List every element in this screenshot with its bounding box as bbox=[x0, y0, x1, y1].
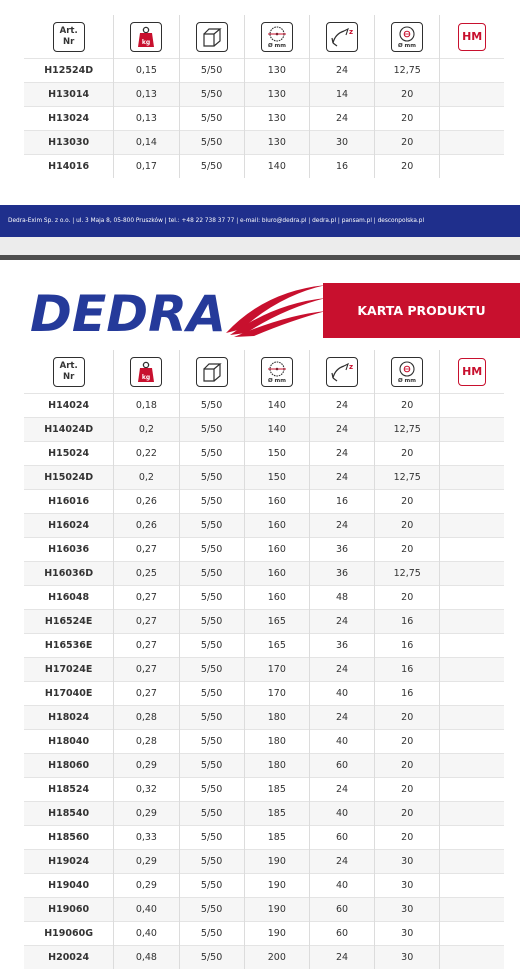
cell-diameter: 160 bbox=[244, 514, 309, 538]
cell-hm bbox=[440, 634, 504, 658]
cell-packaging: 5/50 bbox=[179, 946, 244, 969]
table-row bbox=[24, 802, 504, 826]
cell-packaging: 5/50 bbox=[179, 802, 244, 826]
cell-packaging: 5/50 bbox=[179, 826, 244, 850]
cell-weight: 0,13 bbox=[114, 107, 179, 131]
cell-packaging: 5/50 bbox=[179, 466, 244, 490]
karta-produktu-banner bbox=[323, 283, 520, 338]
cell-bore: 30 bbox=[375, 922, 440, 946]
cell-bore: 20 bbox=[375, 107, 440, 131]
table-row bbox=[24, 826, 504, 850]
cell-art-nr: H18024 bbox=[24, 706, 114, 730]
cell-teeth: 60 bbox=[309, 898, 374, 922]
cell-teeth: 36 bbox=[309, 634, 374, 658]
footer-contact-band bbox=[0, 205, 520, 237]
cell-weight: 0,48 bbox=[114, 946, 179, 969]
cell-teeth: 40 bbox=[309, 730, 374, 754]
cell-weight: 0,33 bbox=[114, 826, 179, 850]
cell-teeth: 24 bbox=[309, 850, 374, 874]
cell-weight: 0,15 bbox=[114, 59, 179, 83]
table-row bbox=[24, 634, 504, 658]
cell-hm bbox=[440, 706, 504, 730]
hm-badge: HM bbox=[458, 358, 486, 386]
cell-weight: 0,27 bbox=[114, 538, 179, 562]
cell-packaging: 5/50 bbox=[179, 83, 244, 107]
cell-bore: 20 bbox=[375, 730, 440, 754]
cell-art-nr: H16016 bbox=[24, 490, 114, 514]
cell-bore: 20 bbox=[375, 826, 440, 850]
table-row bbox=[24, 922, 504, 946]
cell-diameter: 150 bbox=[244, 442, 309, 466]
table-row bbox=[24, 466, 504, 490]
cell-bore: 30 bbox=[375, 898, 440, 922]
cell-hm bbox=[440, 730, 504, 754]
teeth-count-icon bbox=[326, 22, 358, 52]
table-row bbox=[24, 898, 504, 922]
cell-weight: 0,29 bbox=[114, 850, 179, 874]
cell-hm bbox=[440, 826, 504, 850]
cell-packaging: 5/50 bbox=[179, 442, 244, 466]
cell-art-nr: H16536E bbox=[24, 634, 114, 658]
cell-bore: 16 bbox=[375, 658, 440, 682]
cell-teeth: 48 bbox=[309, 586, 374, 610]
cell-hm bbox=[440, 59, 504, 83]
cell-art-nr: H16024 bbox=[24, 514, 114, 538]
header-teeth bbox=[309, 350, 374, 394]
cell-packaging: 5/50 bbox=[179, 586, 244, 610]
table-row bbox=[24, 83, 504, 107]
cell-hm bbox=[440, 131, 504, 155]
cell-art-nr: H19024 bbox=[24, 850, 114, 874]
table-row bbox=[24, 754, 504, 778]
teeth-count-icon bbox=[326, 357, 358, 387]
cell-art-nr: H15024 bbox=[24, 442, 114, 466]
cell-packaging: 5/50 bbox=[179, 658, 244, 682]
bore-unit-label: Ø mm bbox=[398, 42, 416, 49]
cell-packaging: 5/50 bbox=[179, 778, 244, 802]
cell-hm bbox=[440, 490, 504, 514]
cell-teeth: 36 bbox=[309, 562, 374, 586]
table-row bbox=[24, 155, 504, 179]
cell-weight: 0,28 bbox=[114, 706, 179, 730]
cell-diameter: 130 bbox=[244, 131, 309, 155]
cell-diameter: 185 bbox=[244, 826, 309, 850]
cell-weight: 0,27 bbox=[114, 682, 179, 706]
cell-weight: 0,27 bbox=[114, 610, 179, 634]
cell-art-nr: H16036 bbox=[24, 538, 114, 562]
table-row bbox=[24, 59, 504, 83]
cell-teeth: 24 bbox=[309, 418, 374, 442]
cell-weight: 0,22 bbox=[114, 442, 179, 466]
spec-table-top bbox=[24, 15, 504, 178]
cell-bore: 20 bbox=[375, 394, 440, 418]
cell-packaging: 5/50 bbox=[179, 754, 244, 778]
bore-diameter-icon bbox=[391, 22, 423, 52]
cell-bore: 20 bbox=[375, 778, 440, 802]
table-header bbox=[24, 15, 504, 59]
cell-hm bbox=[440, 874, 504, 898]
cell-weight: 0,40 bbox=[114, 898, 179, 922]
cell-packaging: 5/50 bbox=[179, 898, 244, 922]
header-diameter bbox=[244, 350, 309, 394]
cell-packaging: 5/50 bbox=[179, 418, 244, 442]
cell-diameter: 200 bbox=[244, 946, 309, 969]
cell-art-nr: H19040 bbox=[24, 874, 114, 898]
cell-bore: 20 bbox=[375, 155, 440, 179]
cell-diameter: 180 bbox=[244, 754, 309, 778]
cell-weight: 0,26 bbox=[114, 490, 179, 514]
cell-teeth: 30 bbox=[309, 131, 374, 155]
cell-diameter: 180 bbox=[244, 706, 309, 730]
cell-weight: 0,2 bbox=[114, 418, 179, 442]
cell-hm bbox=[440, 442, 504, 466]
header-hm bbox=[440, 15, 504, 59]
cell-diameter: 185 bbox=[244, 802, 309, 826]
cell-diameter: 165 bbox=[244, 634, 309, 658]
art-label: Art. bbox=[60, 361, 78, 372]
cell-teeth: 24 bbox=[309, 706, 374, 730]
cell-diameter: 140 bbox=[244, 418, 309, 442]
cell-weight: 0,14 bbox=[114, 131, 179, 155]
cell-hm bbox=[440, 418, 504, 442]
cell-bore: 16 bbox=[375, 610, 440, 634]
cell-packaging: 5/50 bbox=[179, 155, 244, 179]
teeth-symbol: z bbox=[349, 28, 353, 36]
table-row bbox=[24, 706, 504, 730]
cell-art-nr: H14024D bbox=[24, 418, 114, 442]
banner-label: KARTA PRODUKTU bbox=[357, 303, 485, 318]
cell-teeth: 24 bbox=[309, 658, 374, 682]
header-teeth bbox=[309, 15, 374, 59]
cell-packaging: 5/50 bbox=[179, 490, 244, 514]
page-gap bbox=[0, 237, 520, 255]
cell-hm bbox=[440, 394, 504, 418]
cell-hm bbox=[440, 466, 504, 490]
cell-bore: 12,75 bbox=[375, 418, 440, 442]
header-hm bbox=[440, 350, 504, 394]
cell-hm bbox=[440, 83, 504, 107]
cell-bore: 20 bbox=[375, 538, 440, 562]
cell-diameter: 150 bbox=[244, 466, 309, 490]
cell-packaging: 5/50 bbox=[179, 634, 244, 658]
cell-diameter: 140 bbox=[244, 155, 309, 179]
header-art-nr bbox=[24, 15, 114, 59]
cell-art-nr: H13014 bbox=[24, 83, 114, 107]
cell-hm bbox=[440, 778, 504, 802]
table-row bbox=[24, 610, 504, 634]
cell-weight: 0,25 bbox=[114, 562, 179, 586]
header-weight bbox=[114, 350, 179, 394]
cell-bore: 20 bbox=[375, 514, 440, 538]
cell-hm bbox=[440, 850, 504, 874]
cell-weight: 0,18 bbox=[114, 394, 179, 418]
cell-weight: 0,29 bbox=[114, 874, 179, 898]
cell-art-nr: H16524E bbox=[24, 610, 114, 634]
cell-diameter: 180 bbox=[244, 730, 309, 754]
diameter-unit-label: Ø mm bbox=[268, 377, 286, 384]
cell-diameter: 190 bbox=[244, 898, 309, 922]
cell-bore: 20 bbox=[375, 706, 440, 730]
cell-hm bbox=[440, 682, 504, 706]
cell-hm bbox=[440, 107, 504, 131]
blade-diameter-icon bbox=[261, 22, 293, 52]
cell-teeth: 60 bbox=[309, 826, 374, 850]
cell-teeth: 24 bbox=[309, 610, 374, 634]
cell-hm bbox=[440, 155, 504, 179]
cell-teeth: 40 bbox=[309, 802, 374, 826]
cell-packaging: 5/50 bbox=[179, 394, 244, 418]
cell-weight: 0,27 bbox=[114, 634, 179, 658]
cell-packaging: 5/50 bbox=[179, 59, 244, 83]
nr-label: Nr bbox=[63, 372, 74, 383]
cell-hm bbox=[440, 610, 504, 634]
table-row bbox=[24, 107, 504, 131]
spec-table-main bbox=[24, 350, 504, 969]
cell-diameter: 140 bbox=[244, 394, 309, 418]
cell-diameter: 160 bbox=[244, 562, 309, 586]
cell-art-nr: H18060 bbox=[24, 754, 114, 778]
cell-art-nr: H18040 bbox=[24, 730, 114, 754]
cell-packaging: 5/50 bbox=[179, 562, 244, 586]
cell-diameter: 160 bbox=[244, 490, 309, 514]
weight-unit: kg bbox=[142, 39, 150, 46]
cell-teeth: 24 bbox=[309, 778, 374, 802]
cell-packaging: 5/50 bbox=[179, 730, 244, 754]
cell-bore: 20 bbox=[375, 754, 440, 778]
cell-bore: 20 bbox=[375, 83, 440, 107]
table-row bbox=[24, 562, 504, 586]
cell-weight: 0,2 bbox=[114, 466, 179, 490]
cell-art-nr: H16036D bbox=[24, 562, 114, 586]
cell-art-nr: H14024 bbox=[24, 394, 114, 418]
cell-teeth: 16 bbox=[309, 155, 374, 179]
cell-art-nr: H12524D bbox=[24, 59, 114, 83]
header-bore bbox=[375, 15, 440, 59]
cell-hm bbox=[440, 898, 504, 922]
cell-weight: 0,32 bbox=[114, 778, 179, 802]
cell-teeth: 16 bbox=[309, 490, 374, 514]
cell-art-nr: H13024 bbox=[24, 107, 114, 131]
cell-packaging: 5/50 bbox=[179, 538, 244, 562]
cell-bore: 20 bbox=[375, 442, 440, 466]
cell-packaging: 5/50 bbox=[179, 850, 244, 874]
cell-packaging: 5/50 bbox=[179, 514, 244, 538]
cell-weight: 0,27 bbox=[114, 658, 179, 682]
cell-weight: 0,27 bbox=[114, 586, 179, 610]
cell-weight: 0,29 bbox=[114, 802, 179, 826]
cell-weight: 0,28 bbox=[114, 730, 179, 754]
cell-diameter: 130 bbox=[244, 83, 309, 107]
cell-teeth: 24 bbox=[309, 514, 374, 538]
cell-bore: 30 bbox=[375, 874, 440, 898]
cell-hm bbox=[440, 586, 504, 610]
table-row bbox=[24, 538, 504, 562]
cell-bore: 30 bbox=[375, 946, 440, 969]
cell-teeth: 24 bbox=[309, 946, 374, 969]
cell-diameter: 130 bbox=[244, 59, 309, 83]
table-row bbox=[24, 442, 504, 466]
cell-diameter: 170 bbox=[244, 658, 309, 682]
table-row bbox=[24, 586, 504, 610]
cell-art-nr: H17040E bbox=[24, 682, 114, 706]
art-label: Art. bbox=[60, 26, 78, 37]
package-box-icon bbox=[196, 357, 228, 387]
table-row bbox=[24, 394, 504, 418]
cell-art-nr: H20024 bbox=[24, 946, 114, 969]
cell-art-nr: H18540 bbox=[24, 802, 114, 826]
cell-diameter: 190 bbox=[244, 874, 309, 898]
blade-diameter-icon bbox=[261, 357, 293, 387]
cell-diameter: 160 bbox=[244, 538, 309, 562]
cell-hm bbox=[440, 514, 504, 538]
cell-teeth: 36 bbox=[309, 538, 374, 562]
cell-diameter: 130 bbox=[244, 107, 309, 131]
art-nr-box bbox=[53, 22, 85, 52]
cell-art-nr: H19060G bbox=[24, 922, 114, 946]
cell-teeth: 24 bbox=[309, 442, 374, 466]
cell-bore: 16 bbox=[375, 682, 440, 706]
cell-packaging: 5/50 bbox=[179, 131, 244, 155]
cell-teeth: 60 bbox=[309, 754, 374, 778]
cell-hm bbox=[440, 754, 504, 778]
header-art-nr bbox=[24, 350, 114, 394]
cell-diameter: 185 bbox=[244, 778, 309, 802]
page-divider bbox=[0, 255, 520, 260]
cell-packaging: 5/50 bbox=[179, 706, 244, 730]
table-header bbox=[24, 350, 504, 394]
cell-teeth: 40 bbox=[309, 874, 374, 898]
cell-hm bbox=[440, 562, 504, 586]
table-row bbox=[24, 778, 504, 802]
bore-unit-label: Ø mm bbox=[398, 377, 416, 384]
art-nr-box bbox=[53, 357, 85, 387]
table-row bbox=[24, 850, 504, 874]
spec-table-body bbox=[24, 394, 504, 969]
cell-diameter: 190 bbox=[244, 922, 309, 946]
cell-art-nr: H17024E bbox=[24, 658, 114, 682]
hm-badge: HM bbox=[458, 23, 486, 51]
header-bore bbox=[375, 350, 440, 394]
cell-teeth: 14 bbox=[309, 83, 374, 107]
table-row bbox=[24, 490, 504, 514]
table-row bbox=[24, 658, 504, 682]
cell-bore: 30 bbox=[375, 850, 440, 874]
teeth-symbol: z bbox=[349, 363, 353, 371]
cell-art-nr: H16048 bbox=[24, 586, 114, 610]
cell-art-nr: H18524 bbox=[24, 778, 114, 802]
cell-weight: 0,13 bbox=[114, 83, 179, 107]
cell-hm bbox=[440, 538, 504, 562]
header-diameter bbox=[244, 15, 309, 59]
footer-contact-text: Dedra-Exim Sp. z o.o. | ul. 3 Maja 8, 05-800 Pruszków | tel.: +48 22 738 37 77 | e-mail: biuro@dedra.pl | dedra.pl | pansam.pl | desconpolska.pl bbox=[8, 218, 424, 224]
cell-bore: 12,75 bbox=[375, 466, 440, 490]
cell-packaging: 5/50 bbox=[179, 610, 244, 634]
cell-weight: 0,29 bbox=[114, 754, 179, 778]
cell-diameter: 160 bbox=[244, 586, 309, 610]
cell-bore: 12,75 bbox=[375, 59, 440, 83]
cell-bore: 20 bbox=[375, 131, 440, 155]
cell-packaging: 5/50 bbox=[179, 922, 244, 946]
cell-diameter: 165 bbox=[244, 610, 309, 634]
cell-art-nr: H14016 bbox=[24, 155, 114, 179]
table-row bbox=[24, 682, 504, 706]
cell-teeth: 60 bbox=[309, 922, 374, 946]
table-row bbox=[24, 730, 504, 754]
cell-packaging: 5/50 bbox=[179, 107, 244, 131]
cell-hm bbox=[440, 922, 504, 946]
cell-hm bbox=[440, 658, 504, 682]
nr-label: Nr bbox=[63, 37, 74, 48]
cell-bore: 16 bbox=[375, 634, 440, 658]
cell-bore: 20 bbox=[375, 802, 440, 826]
package-box-icon bbox=[196, 22, 228, 52]
cell-bore: 20 bbox=[375, 586, 440, 610]
cell-art-nr: H13030 bbox=[24, 131, 114, 155]
table-row bbox=[24, 418, 504, 442]
cell-teeth: 24 bbox=[309, 59, 374, 83]
cell-weight: 0,26 bbox=[114, 514, 179, 538]
spec-table-body bbox=[24, 59, 504, 179]
cell-art-nr: H18560 bbox=[24, 826, 114, 850]
cell-teeth: 24 bbox=[309, 394, 374, 418]
weight-icon bbox=[130, 22, 162, 52]
header-packaging bbox=[179, 15, 244, 59]
table-row bbox=[24, 514, 504, 538]
cell-packaging: 5/50 bbox=[179, 682, 244, 706]
cell-teeth: 24 bbox=[309, 107, 374, 131]
cell-diameter: 170 bbox=[244, 682, 309, 706]
cell-diameter: 190 bbox=[244, 850, 309, 874]
header-packaging bbox=[179, 350, 244, 394]
bore-diameter-icon bbox=[391, 357, 423, 387]
cell-hm bbox=[440, 802, 504, 826]
cell-hm bbox=[440, 946, 504, 969]
table-row bbox=[24, 946, 504, 969]
header-weight bbox=[114, 15, 179, 59]
dedra-logo bbox=[30, 283, 330, 345]
cell-weight: 0,40 bbox=[114, 922, 179, 946]
cell-art-nr: H19060 bbox=[24, 898, 114, 922]
table-row bbox=[24, 874, 504, 898]
table-row bbox=[24, 131, 504, 155]
cell-weight: 0,17 bbox=[114, 155, 179, 179]
cell-teeth: 40 bbox=[309, 682, 374, 706]
diameter-unit-label: Ø mm bbox=[268, 42, 286, 49]
cell-bore: 20 bbox=[375, 490, 440, 514]
cell-art-nr: H15024D bbox=[24, 466, 114, 490]
weight-unit: kg bbox=[142, 374, 150, 381]
cell-packaging: 5/50 bbox=[179, 874, 244, 898]
weight-icon bbox=[130, 357, 162, 387]
cell-teeth: 24 bbox=[309, 466, 374, 490]
cell-bore: 12,75 bbox=[375, 562, 440, 586]
logo-text: DEDRA bbox=[30, 285, 226, 341]
